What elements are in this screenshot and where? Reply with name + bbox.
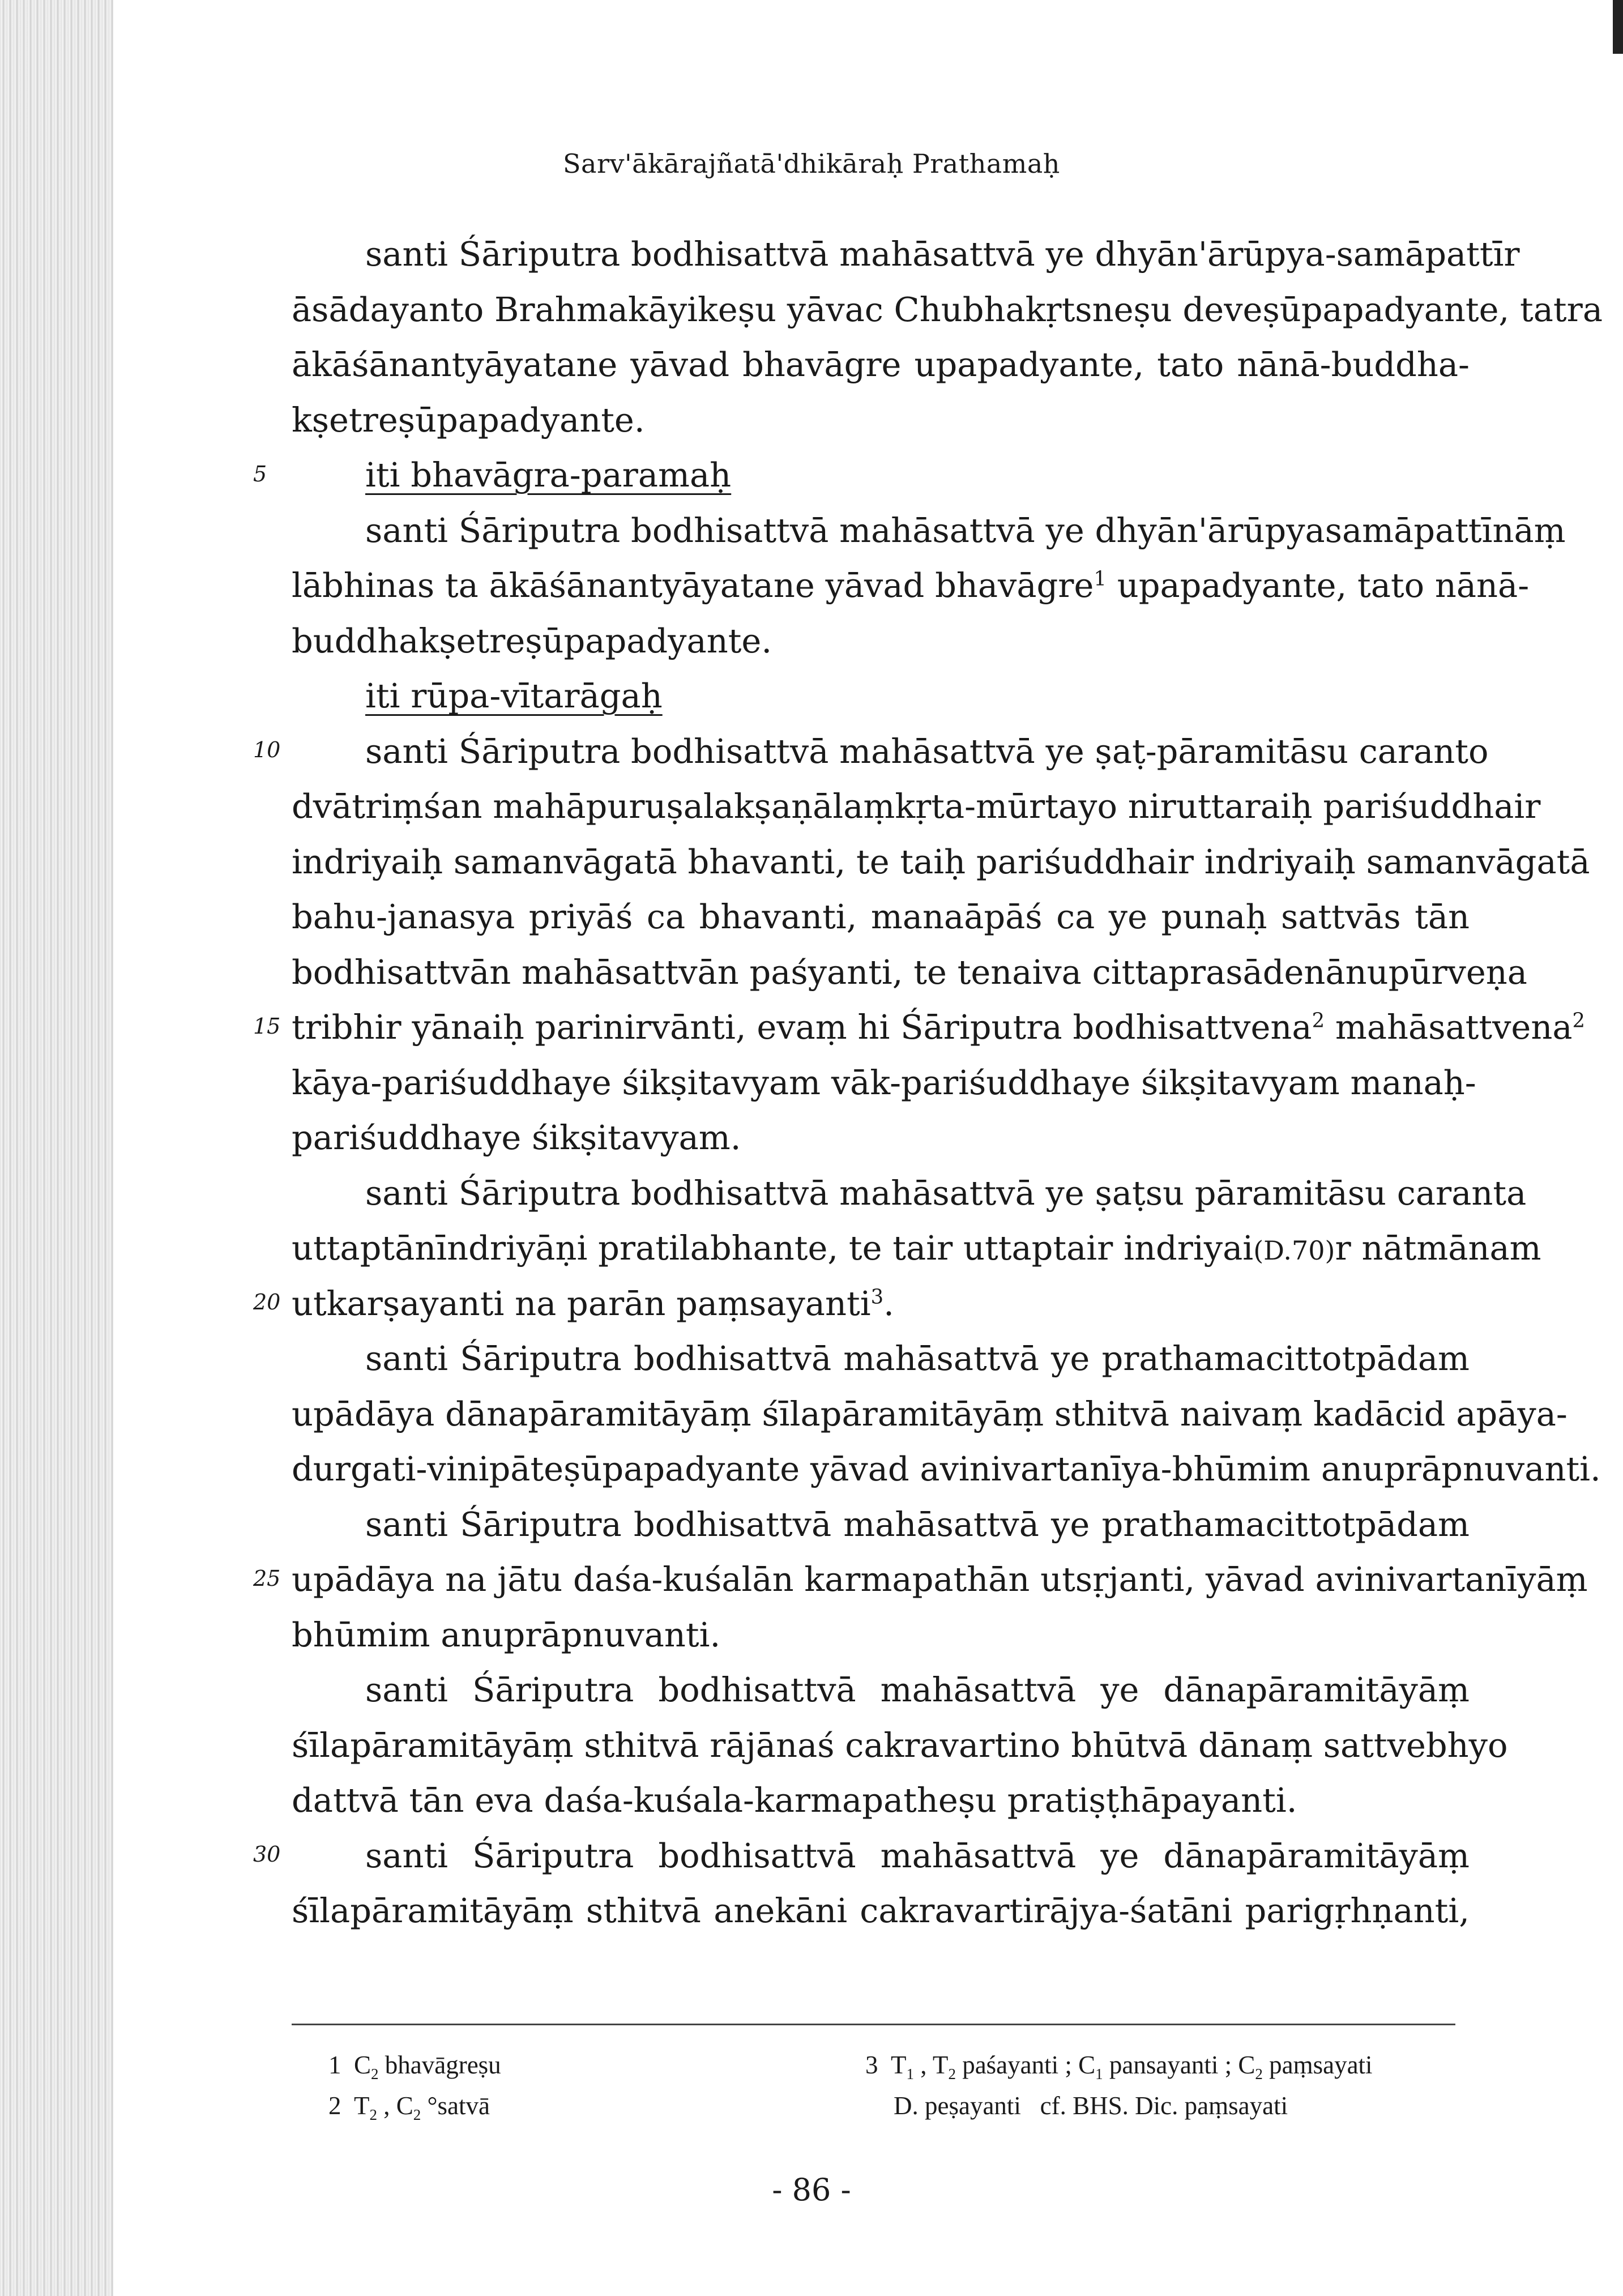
line-number: 25 xyxy=(253,1566,281,1591)
footnote-ref: 2 xyxy=(1572,1009,1586,1032)
text-line: dattvā tān eva daśa-kuśala-karmapatheṣu pratiṣṭhāpayanti. xyxy=(292,1781,1297,1820)
colophon-text: iti rūpa-vītarāgaḥ xyxy=(365,676,663,715)
text-line: santi Śāriputra bodhisattvā mahāsattvā ye dānapāramitāyāṃ xyxy=(365,1836,1470,1875)
text-line xyxy=(292,558,1530,613)
footnote-ref: 1 xyxy=(1094,567,1107,591)
footnote-number: 1 xyxy=(328,2051,341,2079)
text-line: santi Śāriputra bodhisattvā mahāsattvā ye dānapāramitāyāṃ xyxy=(365,1670,1470,1709)
text-line: buddhakṣetreṣūpapadyante. xyxy=(292,621,772,660)
line-number: 20 xyxy=(253,1290,281,1315)
footnote-text: bhavāgreṣu xyxy=(385,2051,501,2079)
section-colophon xyxy=(292,668,1470,724)
text-line: kāya-pariśuddhaye śikṣitavyam vāk-pariśuddhaye śikṣitavyam manaḥ- xyxy=(292,1062,1476,1102)
text-segment: mahāsattvena xyxy=(1335,1008,1573,1047)
footnote-text: , T xyxy=(920,2051,949,2079)
footnote-3-continued: D. peṣayanti cf. BHS. Dic. paṃsayati xyxy=(894,2092,1288,2120)
footnote-text: °satvā xyxy=(427,2092,490,2120)
text-segment: . xyxy=(883,1283,894,1323)
text-segment: uttaptānīndriyāṇi pratilabhante, te tair uttaptair indriyai xyxy=(292,1228,1254,1268)
colophon-text: iti bhavāgra-paramaḥ xyxy=(365,455,732,494)
text-segment: tribhir yānaiḥ parinirvānti, evaṃ hi Śāriputra bodhisattvena xyxy=(292,1008,1312,1047)
footnote-sub: 2 xyxy=(413,2106,421,2123)
line-number: 30 xyxy=(253,1842,281,1867)
text-line: upādāya dānapāramitāyāṃ śīlapāramitāyāṃ sthitvā naivaṃ kadācid apāya- xyxy=(292,1394,1568,1433)
text-line: kṣetreṣūpapadyante. xyxy=(292,400,645,439)
footnote-text: T xyxy=(354,2092,370,2120)
page-number: - 86 - xyxy=(772,2172,851,2208)
text-line xyxy=(292,1276,1470,1331)
text-line: santi Śāriputra bodhisattvā mahāsattvā ye ṣaṭ-pāramitāsu caranto xyxy=(365,731,1489,771)
footnote-2 xyxy=(328,2091,490,2123)
text-line: āsādayanto Brahmakāyikeṣu yāvac Chubhakṛtsneṣu deveṣūpapadyante, tatra xyxy=(292,289,1603,329)
text-segment: utkarṣayanti na parān paṃsayanti xyxy=(292,1283,871,1323)
footnote-rule xyxy=(292,2024,1455,2025)
footnote-sub: 2 xyxy=(369,2106,377,2123)
text-segment: r nātmānam xyxy=(1335,1228,1541,1268)
text-line: durgati-vinipāteṣūpapadyante yāvad avinivartanīya-bhūmim anuprāpnuvanti. xyxy=(292,1449,1601,1488)
footnote-text: paśayanti ; C xyxy=(962,2051,1096,2079)
footnote-sub: 2 xyxy=(948,2065,956,2082)
line-number: 10 xyxy=(253,737,281,762)
text-line: santi Śāriputra bodhisattvā mahāsattvā ye ṣaṭsu pāramitāsu caranta xyxy=(365,1173,1527,1213)
text-line: bodhisattvān mahāsattvān paśyanti, te tenaiva cittaprasādenānupūrveṇa xyxy=(292,952,1527,992)
text-line: santi Śāriputra bodhisattvā mahāsattvā ye prathamacittotpādam xyxy=(365,1339,1470,1378)
footnote-sub: 1 xyxy=(1095,2065,1103,2082)
footnote-text: paṃsayati xyxy=(1269,2051,1373,2079)
main-text xyxy=(292,227,1603,1939)
text-line: śīlapāramitāyāṃ sthitvā rājānaś cakravartino bhūtvā dānaṃ sattvebhyo xyxy=(292,1725,1508,1765)
text-line: bahu-janasya priyāś ca bhavanti, manaāpāś ca ye punaḥ sattvās tān xyxy=(292,897,1470,936)
footnote-text: C xyxy=(354,2051,371,2079)
running-head: Sarv'ākārajñatā'dhikāraḥ Prathamaḥ xyxy=(563,148,1060,179)
footnote-text: , C xyxy=(383,2092,413,2120)
footnote-number: 2 xyxy=(328,2092,341,2120)
footnote-ref: 3 xyxy=(870,1284,884,1308)
footnote-text: T xyxy=(891,2051,907,2079)
text-line: śīlapāramitāyāṃ sthitvā anekāni cakravartirājya-śatāni parigṛhṇanti, xyxy=(292,1891,1470,1930)
text-line: santi Śāriputra bodhisattvā mahāsattvā ye dhyān'ārūpyasamāpattīnāṃ xyxy=(365,510,1566,550)
footnote-sub: 1 xyxy=(906,2065,914,2082)
text-line: ākāśānantyāyatane yāvad bhavāgre upapadyante, tato nānā-buddha- xyxy=(292,345,1470,384)
text-line: dvātriṃśan mahāpuruṣalakṣaṇālaṃkṛta-mūrtayo niruttaraiḥ pariśuddhair xyxy=(292,787,1541,826)
footnote-1 xyxy=(328,2050,501,2080)
text-line: bhūmim anuprāpnuvanti. xyxy=(292,1615,721,1654)
edition-page-ref: (D.70) xyxy=(1253,1235,1335,1266)
text-line: santi Śāriputra bodhisattvā mahāsattvā ye dhyān'ārūpya-samāpattīr xyxy=(365,234,1520,274)
footnote-3 xyxy=(865,2050,1373,2080)
text-line: upādāya na jātu daśa-kuśalān karmapathān utsṛjanti, yāvad avinivartanīyāṃ xyxy=(292,1560,1588,1599)
text-segment: upapadyante, tato nānā- xyxy=(1117,566,1530,605)
binding-edge-scan xyxy=(0,0,113,2296)
text-line: pariśuddhaye śikṣitavyam. xyxy=(292,1118,741,1157)
text-line xyxy=(292,1220,1541,1276)
text-line: santi Śāriputra bodhisattvā mahāsattvā ye prathamacittotpādam xyxy=(365,1504,1470,1544)
section-colophon xyxy=(292,447,1470,503)
text-line: indriyaiḥ samanvāgatā bhavanti, te taiḥ pariśuddhair indriyaiḥ samanvāgatā xyxy=(292,842,1590,881)
line-number: 15 xyxy=(253,1014,281,1039)
footnote-sub: 2 xyxy=(371,2065,379,2082)
corner-scan-mark xyxy=(1613,0,1623,54)
line-number: 5 xyxy=(253,462,267,486)
footnote-number: 3 xyxy=(865,2051,878,2079)
footnote-text: pansayanti ; C xyxy=(1109,2051,1255,2079)
text-segment: lābhinas ta ākāśānantyāyatane yāvad bhavāgre xyxy=(292,566,1094,605)
footnote-ref: 2 xyxy=(1312,1009,1325,1032)
footnote-sub: 2 xyxy=(1255,2065,1263,2082)
text-line xyxy=(292,1000,1586,1055)
